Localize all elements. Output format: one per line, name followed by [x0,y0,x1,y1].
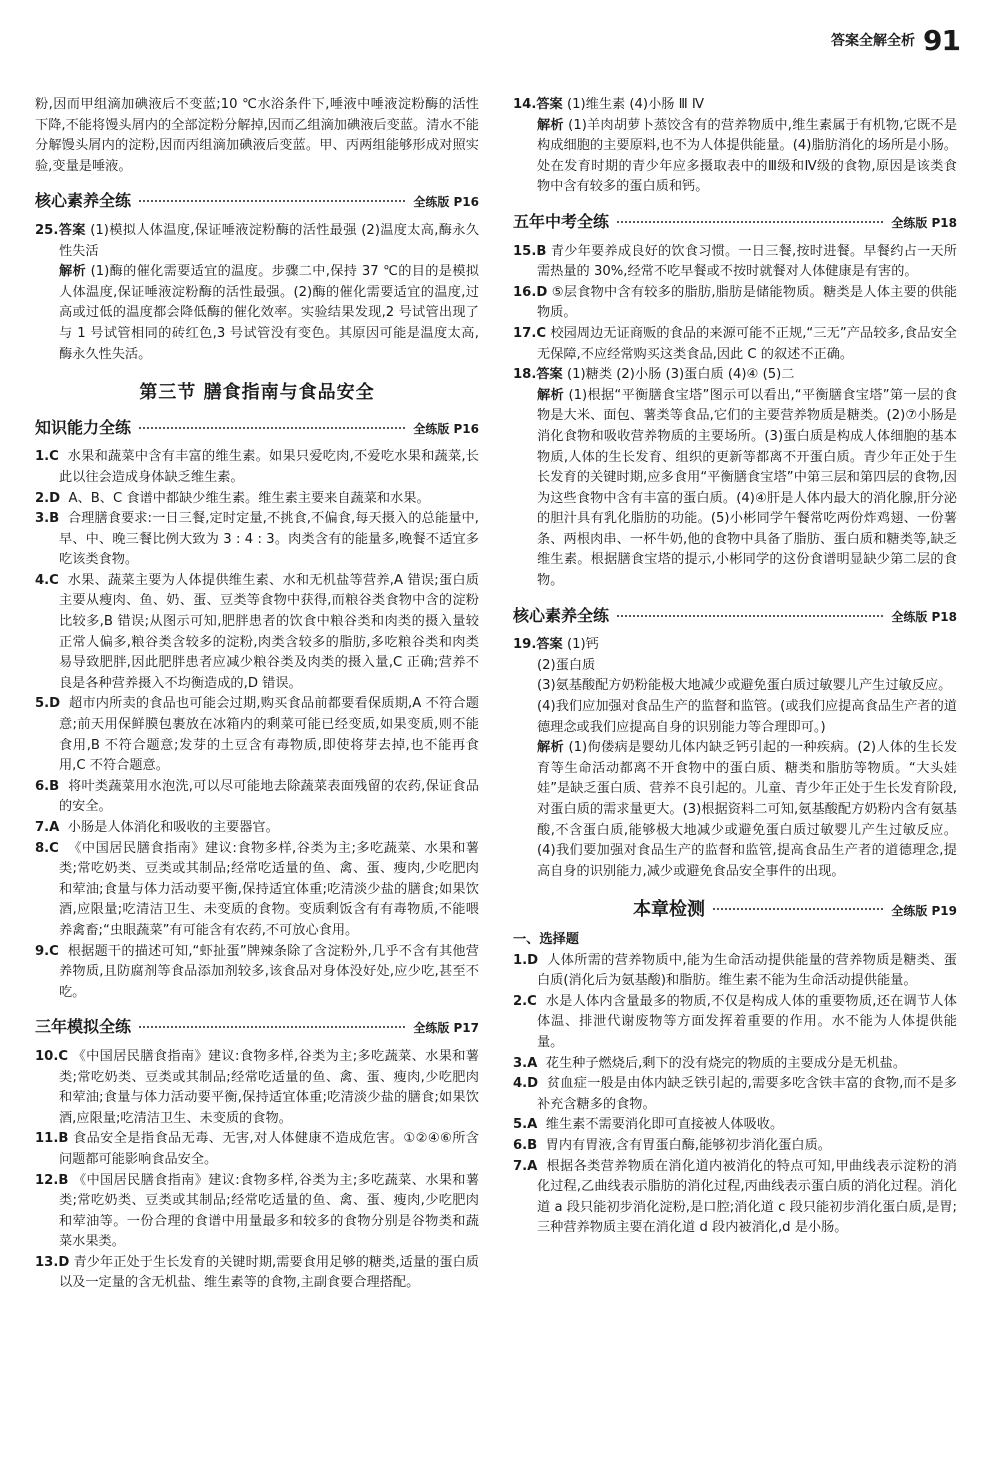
item-number: 3.B [35,511,60,527]
item-number: 12.B [35,1172,69,1188]
answer-item [35,447,479,488]
answer-text: (1)维生素 (4)小肠 Ⅲ Ⅳ [566,97,705,112]
explanation-18 [513,386,957,592]
item-number: 4.D [513,1076,539,1092]
section-ref: 全练版 P18 [891,215,957,230]
item-text: 超市内所卖的食品也可能会过期,购买食品前都要看保质期,A 不符合题意;前天用保鲜膜包裹放在冰箱内的剩菜可能已经变质,如果变质,则不能食用,B 不符合题意;发芽的土豆含有毒物质,即使将芽去掉,也不能再食用,C 不符合题意。 [59,696,479,774]
item-number: 15.B [513,243,547,259]
item-number: 25. [35,222,59,238]
item-text: A、B、C 食谱中都缺少维生素。维生素主要来自蔬菜和水果。 [68,490,430,506]
answer-item [35,839,479,942]
item-number: 4.C [35,572,59,588]
answer-text: (1)糖类 (2)小肠 (3)蛋白质 (4)④ (5)二 [566,367,795,383]
section-header-core-2 [513,606,957,628]
item-text: 维生素不需要消化即可直接被人体吸收。 [545,1117,784,1133]
item-text: 贫血症一般是由体内缺乏铁引起的,需要多吃含铁丰富的食物,而不是多补充含糖多的食物。 [537,1076,957,1112]
item-number: 18. [513,367,537,383]
section-title: 核心素养全练 [513,605,610,625]
item-text: 将叶类蔬菜用水泡洗,可以尽可能地去除蔬菜表面残留的农药,保证食品的安全。 [59,778,479,815]
answer-item [513,951,957,992]
left-column [35,95,479,1294]
dotted-leader [139,427,405,429]
answer-item-14 [513,95,957,116]
intro-paragraph: 粉,因而甲组滴加碘液后不变蓝;10 ℃水浴条件下,唾液中唾液淀粉酶的活性下降,不能将馒头屑内的全部淀粉分解掉,因而乙组滴加碘液后变蓝。清水不能分解馒头屑内的淀粉,因而丙组滴加碘液后变蓝。甲、丙两组能够形成对照实验,变量是唾液。 [35,97,479,174]
chapter-test-header [513,900,957,922]
answer-line: (3)氨基酸配方奶粉能极大地减少或避免蛋白质过敏婴儿产生过敏反应。 [537,678,952,694]
answer-item [35,1047,479,1129]
explanation-14 [513,116,957,198]
section-ref: 全练版 P16 [413,195,479,210]
explanation-text: (1)酶的催化需要适宜的温度。步骤二中,保持 37 ℃的目的是模拟人体温度,保证唾液淀粉酶的活性最强。(2)酶的催化需要适宜的温度,过高或过低的温度都会降低酶的催化效率。实验结果发现,2 号试管出现了与 1 号试管相同的砖红色,3 号试管没有变色。其原因可能是温度太高,酶永久性失活。 [59,264,479,362]
explanation-text: (1)羊肉胡萝卜蒸饺含有的营养物质中,维生素属于有机物,它既不是构成细胞的主要原料,也不为人体提供能量。(4)脂肪消化的场所是小肠。处在发育时期的青少年应多摄取表中的Ⅲ级和Ⅳ级的食物,原因是该类食物中含有较多的蛋白质和钙。 [537,117,958,195]
answer-item [35,509,479,571]
item-text: 水果和蔬菜中含有丰富的维生素。如果只爱吃肉,不爱吃水果和蔬菜,长此以往会造成身体缺乏维生素。 [59,449,479,485]
item-text: 《中国居民膳食指南》建议:食物多样,谷类为主;多吃蔬菜、水果和薯类;常吃奶类、豆类或其制品;经常吃适量的鱼、禽、蛋、瘦肉,少吃肥肉和荤油等。一份合理的食谱中用量最多和较多的食物分别是谷物类和蔬菜水果类。 [59,1172,480,1250]
item-text: 合理膳食要求:一日三餐,定时定量,不挑食,不偏食,每天摄入的总能量中,早、中、晚三餐比例大致为 3 : 4 : 3。肉类含有的能量多,晚餐不适宜多吃该类食物。 [59,511,480,568]
answer-item [35,1253,479,1294]
explanation-tag: 解析 [59,264,87,280]
answer-item-25 [35,221,479,262]
answer-item [35,818,479,839]
section-header-three-year [35,1017,479,1039]
answer-item [513,1054,957,1075]
item-number: 5.D [35,696,61,712]
item-number: 8.C [35,840,59,856]
lesson-title: 第三节 膳食指南与食品安全 [139,382,375,404]
section-header-core-1 [35,191,479,213]
explanation-text: (1)根据“平衡膳食宝塔”图示可以看出,“平衡膳食宝塔”第一层的食物是大米、面包、薯类等食品,它们的主要营养物质是糖类。(2)⑦小肠是消化食物和吸收营养物质的主要场所。(3)蛋白质是构成人体细胞的基本物质,人体的生长发育、组织的更新等都离不开蛋白质。青少年正处于生长发育的关键时期,应多食用“平衡膳食宝塔”中第三层和第四层的食物,因为这些食物中含有丰富的蛋白质。(4)④肝是人体内最大的消化腺,肝分泌的胆汁具有乳化脂肪的功能。(5)小彬同学午餐常吃两份炸鸡翅、一份薯条、两根肉串、一杯牛奶,他的食物中具备了脂肪、蛋白质和糖类等,缺乏维生素。根据膳食宝塔的提示,小彬同学的这份食谱明显缺少第二层的食物。 [537,387,958,589]
answer-item [513,1157,957,1239]
answer-item [513,242,957,283]
explanation-tag: 解析 [537,740,564,756]
item-number: 17.C [513,325,547,341]
section-title: 三年模拟全练 [35,1017,132,1037]
item-text: 《中国居民膳食指南》建议:食物多样,谷类为主;多吃蔬菜、水果和薯类;常吃奶类、豆类或其制品;经常吃适量的鱼、禽、蛋、瘦肉,少吃肥肉和荤油;食量与体力活动要平衡,保持适宜体重;吃清淡少盐的膳食;如果饮酒,应限量;吃清洁卫生、未变质的食物。 [59,1048,479,1126]
answer-tag: 答案 [536,367,563,383]
item-text: 食品安全是指食品无毒、无害,对人体健康不造成危害。①②④⑥所含问题都可能影响食品安全。 [59,1131,479,1167]
answer-line: (4)我们应加强对食品生产的监督和监管。(或我们应提高食品生产者的道德理念或我们应提高自身的识别能力等合理即可。) [537,699,957,735]
item-text: ⑤层食物中含有较多的脂肪,脂肪是储能物质。糖类是人体主要的供能物质。 [537,284,957,321]
answer-item [35,694,479,776]
section-title: 知识能力全练 [35,417,132,437]
dotted-leader [139,1026,405,1028]
explanation-text: (1)佝偻病是婴幼儿体内缺乏钙引起的一种疾病。(2)人体的生长发育等生命活动都离不开食物中的蛋白质、糖类和脂肪等物质。“大头娃娃”是缺乏蛋白质、营养不良引起的。儿童、青少年正处于生长发育阶段,对蛋白质的需求量更大。(3)根据资料二可知,氨基酸配方奶粉内含有氨基酸,不含蛋白质,能够极大地减少或避免蛋白质过敏婴儿产生过敏反应。(4)我们要加强对食品生产的监督和监管,提高食品生产者的道德理念,提高自身的识别能力,减少或避免食品安全事件的出现。 [537,740,958,879]
answer-item [35,571,479,695]
section-header-five-year [513,212,957,234]
answer-item [513,324,957,365]
part-heading: 一、选择题 [513,931,579,947]
answer-line: (2)蛋白质 [537,657,596,673]
answer-item [35,1129,479,1170]
chapter-ref: 全练版 P19 [891,904,957,919]
explanation-19 [513,738,957,882]
item-text: 人体所需的营养物质中,能为生命活动提供能量的营养物质是糖类、蛋白质(消化后为氨基酸)和脂肪。维生素不能为生命活动提供能量。 [537,952,957,989]
item-text: 根据各类营养物质在消化道内被消化的特点可知,甲曲线表示淀粉的消化过程,乙曲线表示脂肪的消化过程,丙曲线表示蛋白质的消化过程。消化道 a 段只能初步消化淀粉,是口腔;消化道 c 段只能初步消化蛋白质,是胃;三种营养物质主要在消化道 d 段内被消化,d 是小肠。 [537,1158,957,1236]
item-number: 7.A [35,820,60,835]
item-number: 3.A [513,1055,538,1071]
answer-item [513,992,957,1054]
item-number: 6.B [513,1137,538,1153]
answer-text: (1)钙 [566,637,599,653]
answer-tag: 答案 [536,637,563,653]
item-text: 水是人体内含量最多的物质,不仅是构成人体的重要物质,还在调节人体体温、排泄代谢废物等方面发挥着重要的作用。水不能为人体提供能量。 [537,993,957,1050]
page-number: 91 [923,23,960,57]
header-label: 答案全解全析 [831,33,916,49]
answer-item-19 [513,635,957,656]
dotted-leader [617,221,883,223]
section-header-knowledge [35,418,479,440]
item-text: 青少年正处于生长发育的关键时期,需要食用足够的糖类,适量的蛋白质以及一定量的含无机盐、维生素等的食物,主副食要合理搭配。 [59,1254,479,1291]
answer-item [35,1171,479,1253]
answer-item-18 [513,365,957,386]
item-number: 6.B [35,778,60,794]
item-number: 13.D [35,1254,70,1270]
item-text: 校园周边无证商贩的食品的来源可能不正规,“三无”产品较多,食品安全无保障,不应经常购买这类食品,因此 C 的叙述不正确。 [537,325,957,362]
dotted-leader [713,908,883,910]
item-text: 水果、蔬菜主要为人体提供维生素、水和无机盐等营养,A 错误;蛋白质主要从瘦肉、鱼、奶、蛋、豆类等食物中获得,而粮谷类食物中含的淀粉比较多,B 错误;从图示可知,肥胖患者的饮食中粮谷类和肉类的摄入量较正常人偏多,粮谷类含较多的淀粉,肉类含较多的脂肪,多吃粮谷类和肉类易导致肥胖,因此肥胖患者应减少粮谷类及肉类的摄入量,C 正确;营养不良是各种营养摄入不均衡造成的,D 错误。 [59,572,479,691]
answer-tag: 答案 [536,97,563,112]
dotted-leader [139,200,405,202]
right-column [513,95,957,1239]
answer-item [513,283,957,324]
item-number: 19. [513,637,537,653]
page-header [831,0,960,80]
answer-tag: 答案 [58,222,86,238]
item-number: 14. [513,97,537,112]
section-ref: 全练版 P18 [891,609,957,624]
item-text: 《中国居民膳食指南》建议:食物多样,谷类为主;多吃蔬菜、水果和薯类;常吃奶类、豆类或其制品;经常吃适量的鱼、禽、蛋、瘦肉,少吃肥肉和荤油;食量与体力活动要平衡,保持适宜体重;吃清淡少盐的膳食;如果饮酒,应限量;吃清洁卫生、未变质的食物。变质剩饭含有有毒物质,不能喂养禽畜;“虫眼蔬菜”有可能含有农药,不可放心食用。 [59,840,479,938]
item-number: 16.D [513,284,548,300]
item-number: 11.B [35,1131,69,1147]
section-ref: 全练版 P16 [413,421,479,436]
explanation-25 [35,262,479,365]
answer-item [35,942,479,1004]
section-title: 五年中考全练 [513,211,610,231]
answer-text: (1)模拟人体温度,保证唾液淀粉酶的活性最强 (2)温度太高,酶永久性失活 [59,222,479,259]
explanation-tag: 解析 [537,387,564,403]
item-number: 2.C [513,993,537,1009]
answer-item [513,1074,957,1115]
answer-item [35,489,479,510]
item-number: 1.C [35,449,59,465]
item-number: 1.D [513,952,539,968]
item-text: 青少年要养成良好的饮食习惯。一日三餐,按时进餐。早餐约占一天所需热量的 30%,经常不吃早餐或不按时就餐对人体健康是有害的。 [537,243,957,280]
item-number: 9.C [35,943,59,959]
item-number: 5.A [513,1117,538,1133]
item-text: 小肠是人体消化和吸收的主要器官。 [67,820,279,835]
item-text: 根据题干的描述可知,“虾扯蛋”牌辣条除了含淀粉外,几乎不含有其他营养物质,且防腐剂等食品添加剂较多,该食品对身体没好处,应少吃,甚至不吃。 [59,943,479,1000]
item-number: 10.C [35,1048,69,1064]
chapter-title: 本章检测 [633,899,705,921]
item-text: 胃内有胃液,含有胃蛋白酶,能够初步消化蛋白质。 [545,1137,831,1153]
section-ref: 全练版 P17 [413,1021,479,1036]
answer-item [513,1115,957,1136]
item-text: 花生种子燃烧后,剩下的没有烧完的物质的主要成分是无机盐。 [545,1055,907,1071]
section-title: 核心素养全练 [35,191,132,211]
item-number: 7.A [513,1158,538,1174]
answer-item [513,1136,957,1157]
explanation-tag: 解析 [537,117,564,133]
dotted-leader [617,615,883,617]
item-number: 2.D [35,490,61,506]
answer-item [35,777,479,818]
